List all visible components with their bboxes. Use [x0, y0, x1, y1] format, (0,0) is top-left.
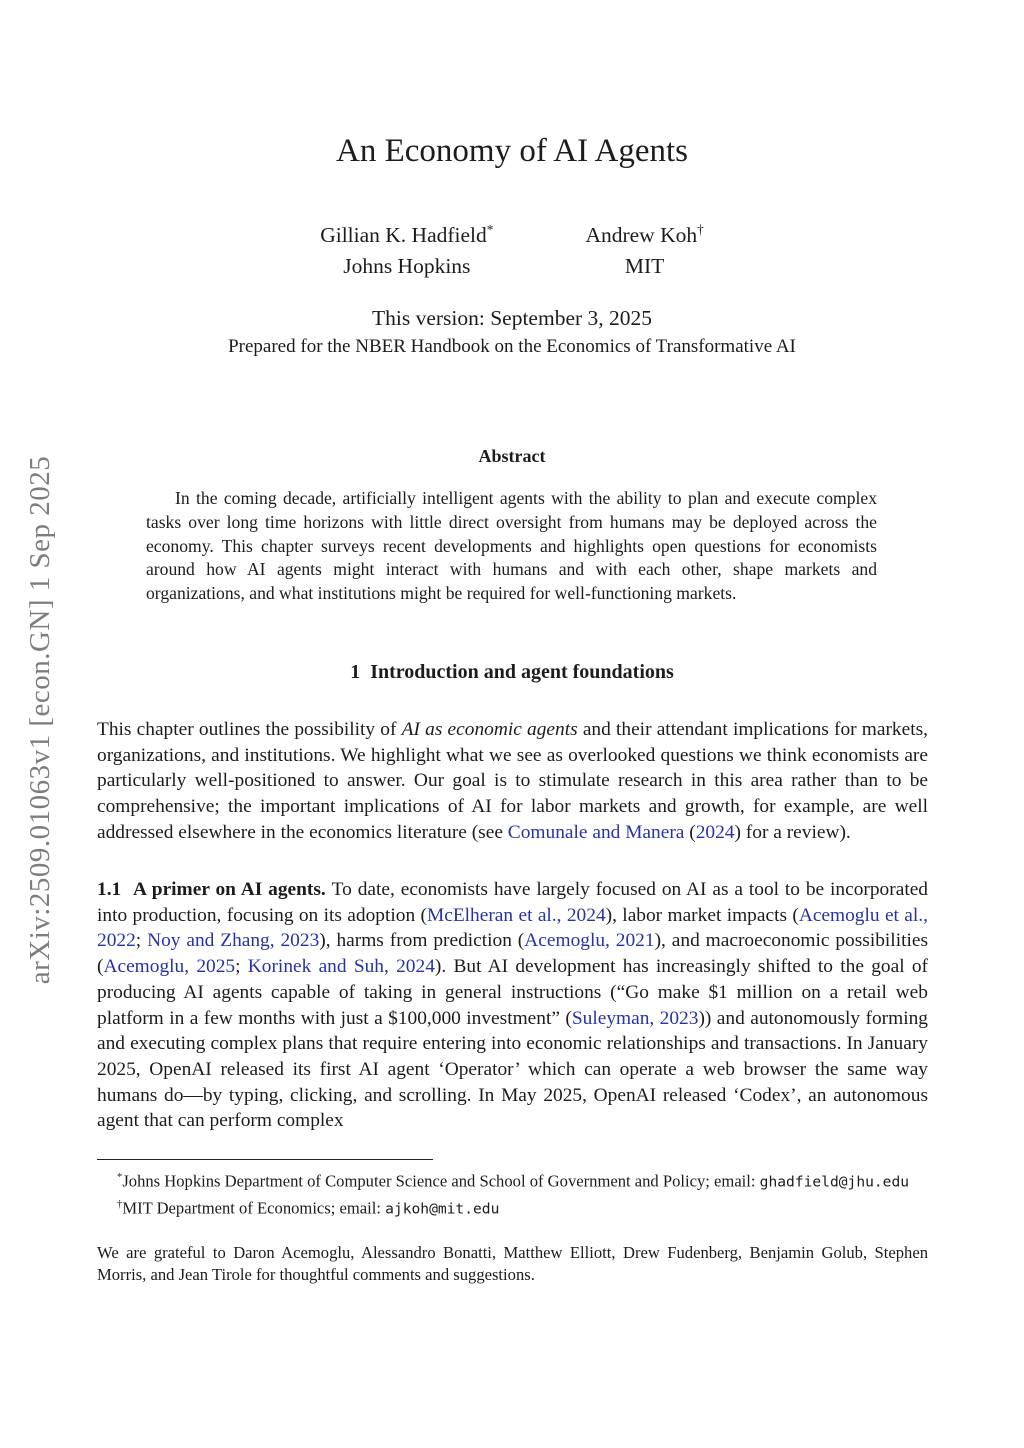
author-name-text: Gillian K. Hadfield [320, 223, 487, 248]
text-segment: ghadfield@jhu.edu [759, 1173, 910, 1191]
citation-link[interactable]: 2024 [695, 821, 735, 843]
author-1 [320, 214, 493, 282]
author-block [0, 214, 1024, 282]
citation-link[interactable]: Acemoglu, 2021 [524, 930, 655, 952]
footnote-author-2 [97, 1194, 928, 1221]
author-footnote-marker: † [697, 222, 704, 237]
text-segment: ), and macroeconomic possibilities ( [97, 930, 929, 978]
text-segment: ), labor market impacts ( [605, 904, 799, 926]
text-segment: ; [135, 930, 148, 952]
citation-link[interactable]: Comunale and Manera [507, 821, 685, 843]
citation-link[interactable]: Acemoglu et al., 2022 [97, 904, 928, 952]
author-footnote-marker: * [486, 222, 494, 237]
footnote-block [97, 1167, 928, 1286]
citation-link[interactable]: McElheran et al., 2024 [426, 904, 606, 926]
text-segment: This chapter outlines the possibility of [97, 719, 402, 740]
version-line: This version: September 3, 2025 [371, 306, 653, 330]
footnote-rule [97, 1159, 433, 1160]
arxiv-watermark: arXiv:2509.01063v1 [econ.GN] 1 Sep 2025 [24, 455, 56, 985]
text-segment: ) for a review). [734, 821, 851, 843]
text-segment: MIT Department of Economics; email: [122, 1198, 386, 1218]
abstract-heading: Abstract [478, 446, 546, 466]
abstract-text: In the coming decade, artificially intelligent agents with the ability to plan and execute complex tasks over long time horizons with little direct oversight from humans may be deployed across the economy. This chapter surveys recent developments and highlights open questions for economists around how AI agents might interact with humans and with each other, shape markets and organizations, and what institutions might be required for well-functioning markets. [146, 488, 877, 604]
text-segment: ( [684, 821, 696, 843]
text-segment: * [117, 1172, 123, 1183]
text-segment: ajkoh@mit.edu [385, 1200, 500, 1218]
citation-link[interactable]: Acemoglu, 2025 [103, 956, 236, 978]
text-segment: ). But AI development has increasingly shifted to the goal of producing AI agents capable of taking in general instructions (“Go make $1 million on a retail web platform in a few months with just a $100,000 investment” ( [97, 956, 928, 1029]
text-segment: 1.1 A primer on AI agents. [97, 879, 332, 900]
paper-title: An Economy of AI Agents [336, 133, 688, 169]
text-segment: ; [235, 956, 248, 978]
author-2-name [585, 214, 703, 251]
acknowledgments-text: We are grateful to Daron Acemoglu, Alessandro Bonatti, Matthew Elliott, Drew Fudenberg, Benjamin Golub, Stephen Morris, and Jean Tirole for thoughtful comments and suggestions. [97, 1242, 928, 1284]
author-2 [585, 214, 703, 282]
citation-link[interactable]: Suleyman, 2023 [571, 1007, 699, 1029]
author-name-text: Andrew Koh [585, 223, 698, 248]
text-segment: † [117, 1198, 123, 1210]
author-1-name [320, 214, 493, 251]
text-segment: AI as economic agents [401, 719, 578, 740]
text-segment: )) and autonomously forming and executing complex plans that require entering into economic relationships and transactions. In January 2025, OpenAI released its first AI agent ‘Operator’ which can operate a web browser the same way humans do—by typing, clicking, and scrolling. In May 2025, OpenAI released ‘Codex’, an autonomous agent that can perform complex [97, 1007, 928, 1132]
text-segment: To date, economists have largely focused on AI as a tool to be incorporated into production, focusing on its adoption ( [97, 879, 929, 926]
footnote-author-1 [97, 1167, 928, 1194]
intro-paragraph-1 [97, 717, 928, 846]
intro-paragraph-2 [97, 877, 928, 1134]
citation-link[interactable]: Korinek and Suh, 2024 [247, 956, 435, 978]
citation-link[interactable]: Noy and Zhang, 2023 [147, 930, 320, 952]
author-2-affiliation: MIT [624, 254, 665, 279]
section-1-heading: 1 Introduction and agent foundations [350, 661, 674, 683]
author-1-affiliation: Johns Hopkins [343, 254, 471, 279]
text-segment: Johns Hopkins Department of Computer Science and School of Government and Policy; email: [122, 1171, 760, 1191]
text-segment: and their attendant implications for markets, organizations, and institutions. We highlight what we see as overlooked questions we think economists are particularly well-positioned to answer. Our goal is to stimulate research in this area rather than to be comprehensive; the important implications of AI for labor markets and growth, for example, are well addressed elsewhere in the economics literature (see [97, 719, 928, 843]
text-segment: ), harms from prediction ( [319, 930, 525, 952]
prepared-for-line: Prepared for the NBER Handbook on the Economics of Transformative AI [228, 336, 796, 357]
